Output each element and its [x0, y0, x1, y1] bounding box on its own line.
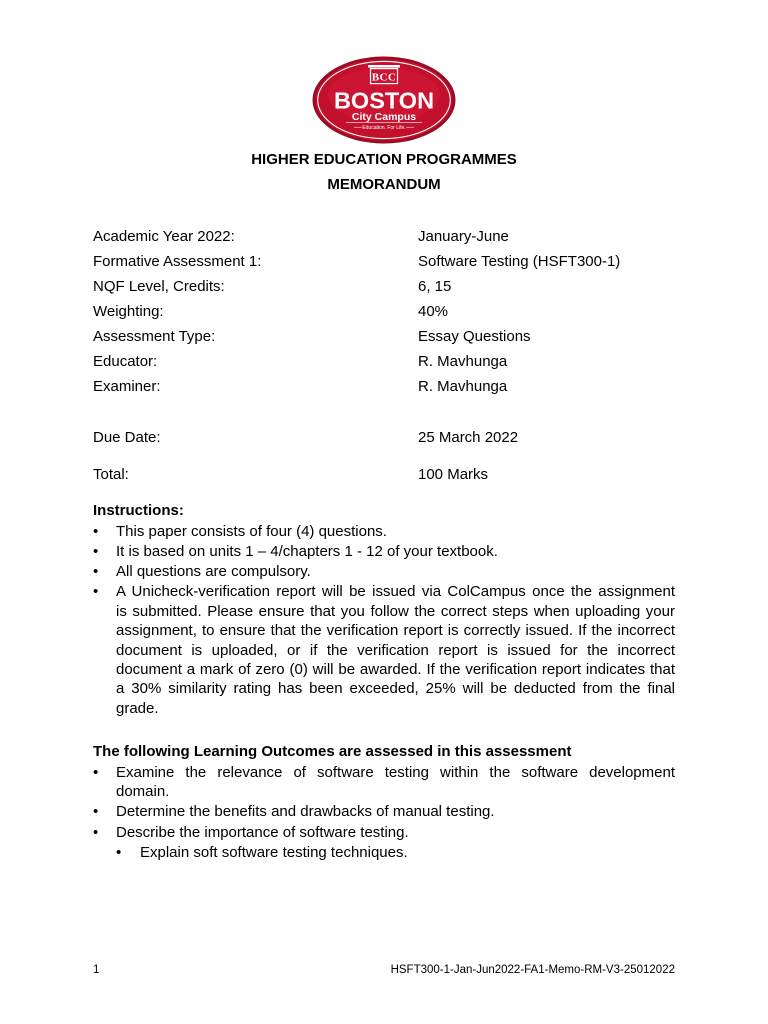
list-item-text-line: document is uploaded, or if the verification report is issued for the incorrect	[116, 641, 675, 659]
bullet-icon	[93, 763, 103, 782]
detail-row-nqf-level	[93, 274, 675, 299]
detail-row-educator	[93, 349, 675, 374]
list-item-text: Explain soft software testing techniques.	[140, 843, 408, 861]
list-item-text: This paper consists of four (4) questions.	[116, 522, 387, 540]
list-item-text-line: domain.	[116, 783, 170, 801]
detail-value: R. Mavhunga	[418, 377, 508, 395]
bullet-icon	[93, 823, 103, 842]
logo-tagline: Education. For Life.	[362, 124, 406, 131]
detail-value: 100 Marks	[418, 465, 489, 483]
detail-row-formative-assessment	[93, 249, 675, 274]
list-item-text: Describe the importance of software testing.	[116, 823, 409, 841]
bullet-icon	[93, 802, 103, 821]
list-item-text-line: assignment, to ensure that the verification report is correctly issued. If the incorrect	[116, 622, 675, 640]
list-item	[93, 582, 675, 718]
instructions-heading: Instructions:	[93, 502, 184, 520]
detail-value: 40%	[418, 302, 449, 320]
detail-value: R. Mavhunga	[418, 352, 508, 370]
detail-value: Software Testing (HSFT300-1)	[418, 252, 621, 270]
detail-label: Due Date:	[93, 428, 161, 446]
document-type-heading: MEMORANDUM	[327, 176, 441, 193]
detail-label: Weighting:	[93, 302, 164, 320]
logo-name: BOSTON	[333, 87, 435, 114]
list-item-text-line: is submitted. Please ensure that you follow the correct steps when uploading your	[116, 602, 675, 620]
list-item-text-line: a 30% similarity rating has been exceeded, 25% will be deducted from the final	[116, 680, 675, 698]
logo-emblem-text: BCC	[371, 71, 397, 84]
list-item	[93, 802, 675, 821]
instructions-section	[93, 501, 675, 718]
detail-label: Total:	[93, 465, 129, 483]
list-item	[93, 763, 675, 802]
list-item-text-line: Examine the relevance of software testing within the software development	[116, 763, 675, 781]
detail-label: Academic Year 2022:	[93, 227, 235, 245]
detail-value: January-June	[418, 227, 509, 245]
list-item	[93, 823, 675, 842]
detail-label: NQF Level, Credits:	[93, 277, 225, 295]
learning-outcomes-section	[93, 742, 675, 862]
detail-value: 25 March 2022	[418, 428, 519, 446]
list-item-text: It is based on units 1 – 4/chapters 1 - 12 of your textbook.	[116, 542, 498, 560]
list-item	[93, 542, 675, 561]
learning-outcomes-sublist	[116, 843, 675, 862]
bullet-icon	[93, 542, 103, 561]
list-item-text-line: document a mark of zero (0) will be awarded. If the verification report indicates that	[116, 660, 675, 678]
learning-outcomes-heading: The following Learning Outcomes are assessed in this assessment	[93, 743, 572, 761]
detail-row-weighting	[93, 299, 675, 324]
learning-outcomes-list	[93, 763, 675, 842]
list-item	[93, 522, 675, 541]
bullet-icon	[116, 843, 126, 862]
list-item	[93, 562, 675, 581]
list-item-text: All questions are compulsory.	[116, 563, 311, 581]
detail-row-examiner	[93, 374, 675, 399]
detail-label: Formative Assessment 1:	[93, 252, 262, 270]
list-item-text-line: grade.	[116, 699, 159, 717]
page-number: 1	[93, 964, 100, 976]
programme-heading: HIGHER EDUCATION PROGRAMMES	[251, 151, 517, 168]
instructions-list	[93, 522, 675, 718]
detail-value: Essay Questions	[418, 327, 531, 345]
list-item-text: Determine the benefits and drawbacks of manual testing.	[116, 803, 495, 821]
detail-value: 6, 15	[418, 277, 452, 295]
document-code: HSFT300-1-Jan-Jun2022-FA1-Memo-RM-V3-25012022	[390, 964, 675, 976]
list-item	[116, 843, 675, 862]
bullet-icon	[93, 522, 103, 541]
assessment-details	[93, 224, 675, 487]
detail-label: Assessment Type:	[93, 327, 216, 345]
detail-label: Examiner:	[93, 377, 161, 395]
detail-row-due-date	[93, 425, 675, 450]
page-footer	[93, 962, 675, 978]
detail-label: Educator:	[93, 352, 158, 370]
bullet-icon	[93, 582, 103, 601]
list-item-text-line: A Unicheck-verification report will be issued via ColCampus once the assignment	[116, 583, 675, 601]
bullet-icon	[93, 562, 103, 581]
boston-city-campus-logo	[312, 56, 456, 144]
detail-row-academic-year	[93, 224, 675, 249]
detail-row-total	[93, 462, 675, 487]
logo-campus: City Campus	[351, 110, 417, 123]
detail-row-assessment-type	[93, 324, 675, 349]
